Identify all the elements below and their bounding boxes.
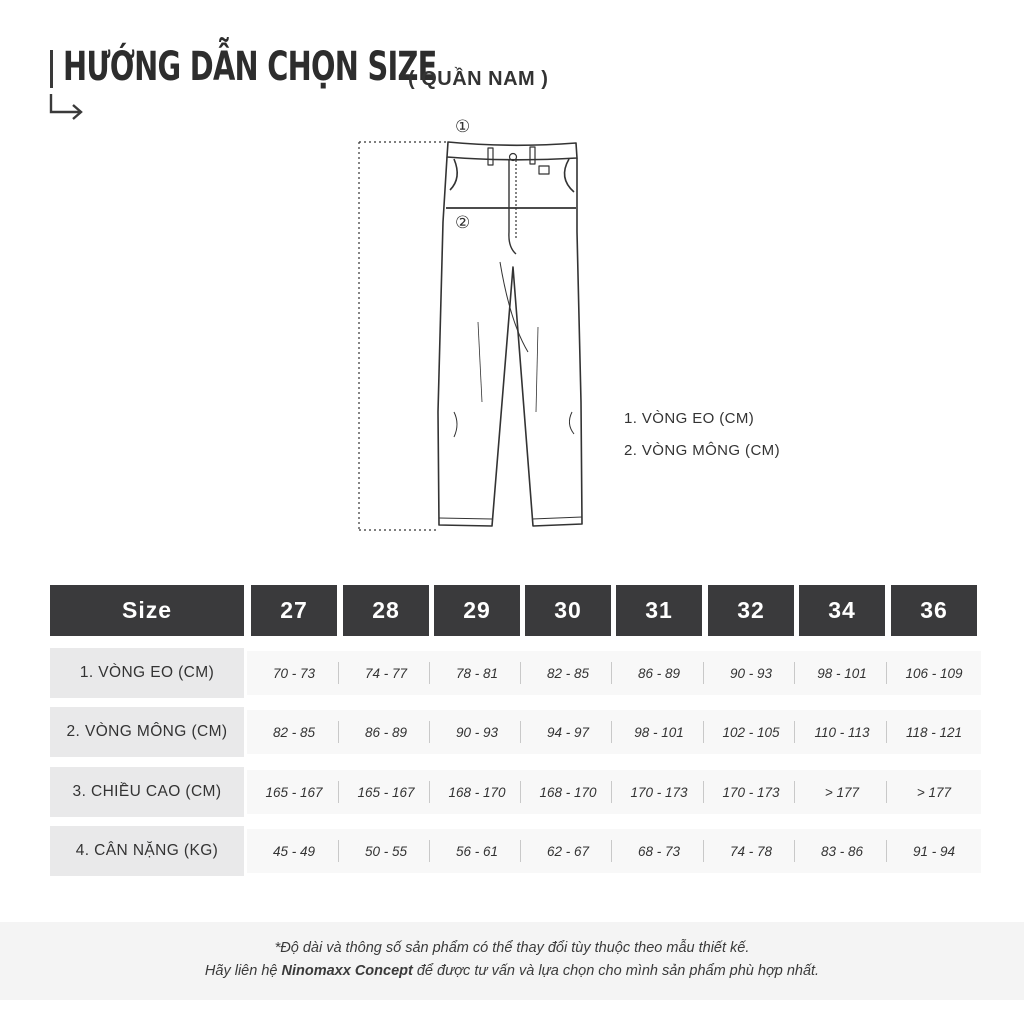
table-cell: 68 - 73 <box>612 829 706 873</box>
size-header-label: Size <box>50 585 244 636</box>
cell-divider <box>886 781 887 803</box>
size-header-36: 36 <box>891 585 977 636</box>
table-cell: 74 - 77 <box>339 651 433 695</box>
table-cell: 70 - 73 <box>247 651 341 695</box>
size-header-27: 27 <box>251 585 337 636</box>
cell-divider <box>886 840 887 862</box>
table-cell: 165 - 167 <box>339 770 433 814</box>
footer-note <box>0 922 1024 1000</box>
table-cell: 82 - 85 <box>521 651 615 695</box>
table-cell: 86 - 89 <box>339 710 433 754</box>
table-cell: 86 - 89 <box>612 651 706 695</box>
cell-divider <box>429 840 430 862</box>
row-label: 1. VÒNG EO (CM) <box>50 648 244 698</box>
measure-marker-hip: ② <box>455 213 471 232</box>
size-header-32: 32 <box>708 585 794 636</box>
cell-divider <box>794 662 795 684</box>
table-cell: 110 - 113 <box>795 710 889 754</box>
table-cell: 82 - 85 <box>247 710 341 754</box>
cell-divider <box>794 840 795 862</box>
cell-divider <box>520 721 521 743</box>
cell-divider <box>338 781 339 803</box>
cell-divider <box>703 840 704 862</box>
row-label: 3. CHIỀU CAO (CM) <box>50 767 244 817</box>
table-cell: 91 - 94 <box>887 829 981 873</box>
cell-divider <box>520 840 521 862</box>
row-label: 4. CÂN NẶNG (KG) <box>50 826 244 876</box>
cell-divider <box>338 840 339 862</box>
cell-divider <box>429 781 430 803</box>
size-header-34: 34 <box>799 585 885 636</box>
table-cell: 165 - 167 <box>247 770 341 814</box>
table-cell: 74 - 78 <box>704 829 798 873</box>
measure-marker-waist: ① <box>455 117 471 136</box>
table-cell: 83 - 86 <box>795 829 889 873</box>
row-label: 2. VÒNG MÔNG (CM) <box>50 707 244 757</box>
table-cell: 50 - 55 <box>339 829 433 873</box>
table-cell: 90 - 93 <box>430 710 524 754</box>
footer-brand: Ninomaxx Concept <box>281 963 413 979</box>
cell-divider <box>611 662 612 684</box>
size-header-31: 31 <box>616 585 702 636</box>
table-cell: 118 - 121 <box>887 710 981 754</box>
page-title: HƯỚNG DẪN CHỌN SIZE <box>63 44 437 90</box>
size-header-29: 29 <box>434 585 520 636</box>
legend-hip: 2. VÒNG MÔNG (CM) <box>624 442 780 459</box>
cell-divider <box>703 721 704 743</box>
legend-waist: 1. VÒNG EO (CM) <box>624 410 755 427</box>
table-cell: 94 - 97 <box>521 710 615 754</box>
table-cell: 45 - 49 <box>247 829 341 873</box>
pants-illustration <box>350 112 600 537</box>
footer-disclaimer: *Độ dài và thông số sản phẩm có thể thay đổi tùy thuộc theo mẫu thiết kế. <box>274 940 750 956</box>
cell-divider <box>703 781 704 803</box>
cell-divider <box>429 721 430 743</box>
cell-divider <box>703 662 704 684</box>
cell-divider <box>520 781 521 803</box>
table-cell: 98 - 101 <box>612 710 706 754</box>
size-header-30: 30 <box>525 585 611 636</box>
table-cell: 98 - 101 <box>795 651 889 695</box>
table-cell: 170 - 173 <box>612 770 706 814</box>
table-cell: > 177 <box>887 770 981 814</box>
cell-divider <box>886 721 887 743</box>
table-cell: 168 - 170 <box>430 770 524 814</box>
table-cell: 56 - 61 <box>430 829 524 873</box>
table-cell: 170 - 173 <box>704 770 798 814</box>
cell-divider <box>611 721 612 743</box>
cell-divider <box>886 662 887 684</box>
table-cell: > 177 <box>795 770 889 814</box>
title-accent-bar <box>50 50 53 88</box>
cell-divider <box>520 662 521 684</box>
page-subtitle: ( QUẦN NAM ) <box>408 68 549 90</box>
cell-divider <box>338 721 339 743</box>
size-header-28: 28 <box>343 585 429 636</box>
cell-divider <box>429 662 430 684</box>
table-cell: 62 - 67 <box>521 829 615 873</box>
cell-divider <box>794 721 795 743</box>
cell-divider <box>338 662 339 684</box>
table-cell: 102 - 105 <box>704 710 798 754</box>
footer-contact-prefix: Hãy liên hệ <box>204 963 282 979</box>
table-cell: 78 - 81 <box>430 651 524 695</box>
corner-arrow-icon <box>48 92 86 122</box>
cell-divider <box>611 840 612 862</box>
table-cell: 90 - 93 <box>704 651 798 695</box>
table-cell: 168 - 170 <box>521 770 615 814</box>
footer-contact <box>0 963 1024 979</box>
footer-contact-suffix: để được tư vấn và lựa chọn cho mình sản phẩm phù hợp nhất. <box>412 963 820 979</box>
cell-divider <box>611 781 612 803</box>
table-cell: 106 - 109 <box>887 651 981 695</box>
cell-divider <box>794 781 795 803</box>
